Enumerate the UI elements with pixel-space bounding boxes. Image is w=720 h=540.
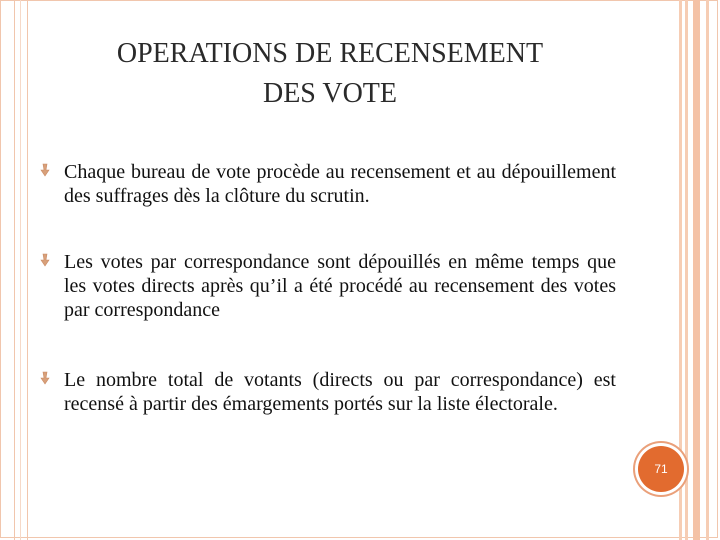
right-decor-stripe <box>685 0 688 540</box>
right-decor-stripe <box>693 0 700 540</box>
bullet-text: Chaque bureau de vote procède au recensement et au dépouillement des suffrages dès la clôture du scrutin. <box>64 161 616 207</box>
page-number-badge: 71 <box>638 446 684 492</box>
left-border-stripe <box>14 0 15 540</box>
right-decor-stripe <box>706 0 709 540</box>
bullet-icon <box>39 253 51 267</box>
bullet-icon <box>39 163 51 177</box>
bullet-text: Le nombre total de votants (directs ou par correspondance) est recensé à partir des émargements portés sur la liste électorale. <box>64 369 616 415</box>
left-border-stripe <box>20 0 21 540</box>
slide-title-line-2: DES VOTE <box>262 78 398 109</box>
bullet-text: Les votes par correspondance sont dépouillés en même temps que les votes directs après qu’il a été procédé au recensement des votes par correspondance <box>64 251 616 321</box>
slide-title-line-1: OPERATIONS DE RECENSEMENT <box>116 38 544 69</box>
left-border-stripe <box>27 0 28 540</box>
slide-title <box>40 34 620 114</box>
bullet-icon <box>39 371 51 385</box>
